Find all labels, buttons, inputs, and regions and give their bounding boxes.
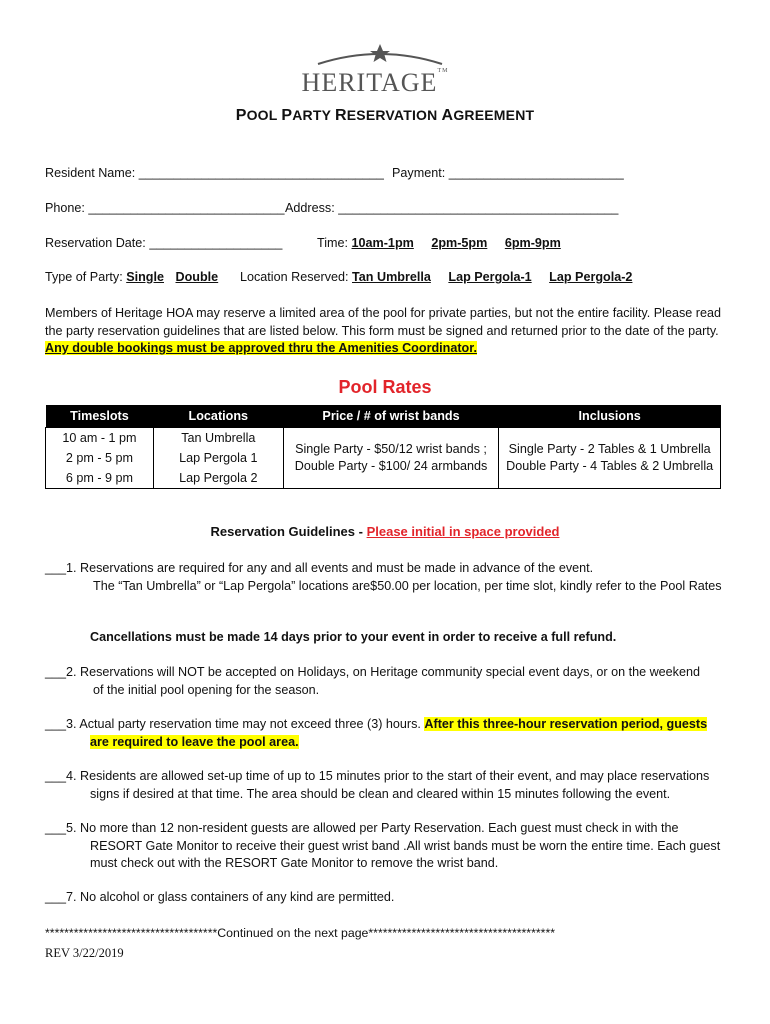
header-locations: Locations — [153, 405, 283, 428]
reservation-date-field[interactable]: Reservation Date: ___________________ — [45, 236, 283, 250]
location-option-1[interactable]: Tan Umbrella — [352, 270, 431, 284]
party-type-single[interactable]: Single — [126, 270, 164, 284]
logo-wordmark: HERITAGE™ — [301, 68, 449, 97]
location-option-3[interactable]: Lap Pergola-2 — [549, 270, 633, 284]
guideline-1: ___1. Reservations are required for any and all events and must be made in advance of the event. The “Tan Umbrella” or “Lap Pergola” locations are$50.00 per location, per time slot, kindly refer to the Pool Rates — [45, 561, 722, 593]
party-type-double[interactable]: Double — [175, 270, 219, 284]
timeslots-cell: 10 am - 1 pm 2 pm - 5 pm 6 pm - 9 pm — [46, 428, 154, 489]
header-inclusions: Inclusions — [499, 405, 721, 428]
cancellation-note: Cancellations must be made 14 days prior to your event in order to receive a full refund. — [90, 630, 617, 644]
phone-field[interactable]: Phone: ____________________________ — [45, 201, 285, 215]
payment-field[interactable]: Payment: _________________________ — [392, 166, 624, 180]
rates-row — [46, 428, 721, 489]
time-field: Time: 10am-1pm 2pm-5pm 6pm-9pm — [317, 236, 561, 250]
time-option-1[interactable]: 10am-1pm — [351, 236, 414, 250]
revision-date: REV 3/22/2019 — [45, 946, 124, 960]
rates-title: Pool Rates — [338, 377, 432, 397]
location-option-2[interactable]: Lap Pergola-1 — [448, 270, 532, 284]
heritage-logo — [300, 42, 460, 104]
time-option-3[interactable]: 6pm-9pm — [504, 236, 561, 250]
location-field: Location Reserved: Tan Umbrella Lap Pergola-1 Lap Pergola-2 — [240, 270, 633, 284]
intro-paragraph: Members of Heritage HOA may reserve a limited area of the pool for private parties, but not the entire facility. Please read the party reservation guidelines that are listed below. This form must be signed and returned prior to the date of the party. Any double bookings must be approved thru the Amenities Coordinator. — [45, 306, 721, 355]
rates-header-row — [46, 405, 721, 428]
guidelines-title: Reservation Guidelines - Please initial in space provided — [210, 524, 560, 539]
intro-highlight: Any double bookings must be approved thru the Amenities Coordinator. — [45, 341, 477, 355]
time-option-2[interactable]: 2pm-5pm — [431, 236, 488, 250]
guideline-3: ___3. Actual party reservation time may not exceed three (3) hours. After this three-hour reservation period, guests are required to leave the pool area. — [45, 717, 708, 749]
guideline-4: ___4. Residents are allowed set-up time of up to 15 minutes prior to the start of their event, and may place reservations signs if desired at that time. The area should be clean and cleared within 15 minutes following the event. — [45, 769, 710, 801]
price-cell: Single Party - $50/12 wrist bands ; Double Party - $100/ 24 armbands — [283, 428, 499, 489]
continued-note: ************************************Continued on the next page*************************************** — [45, 926, 556, 940]
guideline-7: ___7. No alcohol or glass containers of any kind are permitted. — [45, 890, 395, 904]
guideline-2: ___2. Reservations will NOT be accepted on Holidays, on Heritage community special event days, or on the weekend of the initial pool opening for the season. — [45, 665, 700, 697]
party-type-field: Type of Party: Single Double — [45, 270, 219, 284]
guideline-5: ___5. No more than 12 non-resident guests are allowed per Party Reservation. Each guest must check in with the RESORT Gate Monitor to receive their guest wrist band .All wrist bands must be worn the entire time. Each guest must check out with the RESORT Gate Monitor to remove the wrist band. — [45, 821, 721, 870]
header-price: Price / # of wrist bands — [283, 405, 499, 428]
address-field[interactable]: Address: ________________________________________ — [285, 201, 619, 215]
locations-cell: Tan Umbrella Lap Pergola 1 Lap Pergola 2 — [153, 428, 283, 489]
inclusions-cell: Single Party - 2 Tables & 1 Umbrella Double Party - 4 Tables & 2 Umbrella — [499, 428, 721, 489]
rates-table — [45, 405, 721, 489]
header-timeslots: Timeslots — [46, 405, 154, 428]
resident-name-field[interactable]: Resident Name: ___________________________________ — [45, 166, 384, 180]
page-title: POOL PARTY RESERVATION AGREEMENT — [235, 107, 535, 124]
